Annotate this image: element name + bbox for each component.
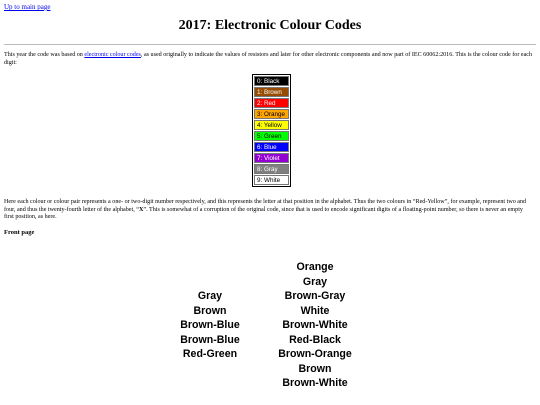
explanation-text-end: ”. This is somewhat of a corruption of the original code, since that is used to encode significant digits of a floating-point number, so there is never an empty first position, as here. <box>4 206 523 221</box>
clue-word: Gray <box>197 290 223 302</box>
colour-code-row: 4: Yellow <box>254 120 289 130</box>
intro-paragraph <box>4 52 534 67</box>
colour-code-row: 5: Green <box>254 131 289 141</box>
title-divider <box>4 44 536 45</box>
clue-word: Orange <box>296 261 334 273</box>
colour-code-row: 0: Black <box>254 76 289 86</box>
colour-code-row: 9: White <box>254 175 289 185</box>
colour-code-row: 3: Orange <box>254 109 289 119</box>
front-page-right-column <box>260 260 370 391</box>
clue-word: Brown-Blue <box>180 333 240 346</box>
explanation-paragraph <box>4 199 534 222</box>
clue-word: Brown-Orange <box>278 348 352 360</box>
electronic-colour-codes-link[interactable]: electronic colour codes <box>84 52 141 58</box>
clue-word: Brown <box>193 304 227 317</box>
clue-word: Brown-Blue <box>180 319 240 331</box>
intro-text-end: , as used originally to indicate the values of resistors and later for other electronic components and now part of IEC 60062:2016. This is the colour code for each digit: <box>4 52 533 66</box>
colour-code-row: 6: Blue <box>254 142 289 152</box>
clue-word: Brown-White <box>282 377 348 389</box>
clue-word: Brown-White <box>282 319 348 331</box>
clue-word: Gray <box>302 275 328 288</box>
clue-word: Red-Green <box>182 348 238 360</box>
clue-word: Red-Black <box>289 333 341 346</box>
clue-word: Brown-Gray <box>284 290 346 302</box>
page-title: 2017: Electronic Colour Codes <box>178 18 362 33</box>
front-page-left-column <box>160 289 260 362</box>
explanation-text-start: Here each colour or colour pair represents a one- or two-digit number respectively, and this represents the letter at that position in the alphabet. Thus the two colours in “Red-Yellow”, for example, represent two and four, and thus the twenty-fourth letter of the alphabet, “ <box>4 199 527 213</box>
colour-code-row: 2: Red <box>254 98 289 108</box>
clue-word: Brown <box>298 362 332 375</box>
intro-text-start: This year the code was based on <box>4 52 85 58</box>
colour-code-row: 7: Violet <box>254 153 289 163</box>
clue-word: White <box>300 304 330 317</box>
colour-code-row: 1: Brown <box>254 87 289 97</box>
front-page-heading: Front page <box>4 229 35 236</box>
main-page-link[interactable]: Up to main page <box>4 3 51 11</box>
example-letter: X <box>138 206 144 213</box>
colour-code-table <box>252 74 291 187</box>
colour-code-row: 8: Gray <box>254 164 289 174</box>
